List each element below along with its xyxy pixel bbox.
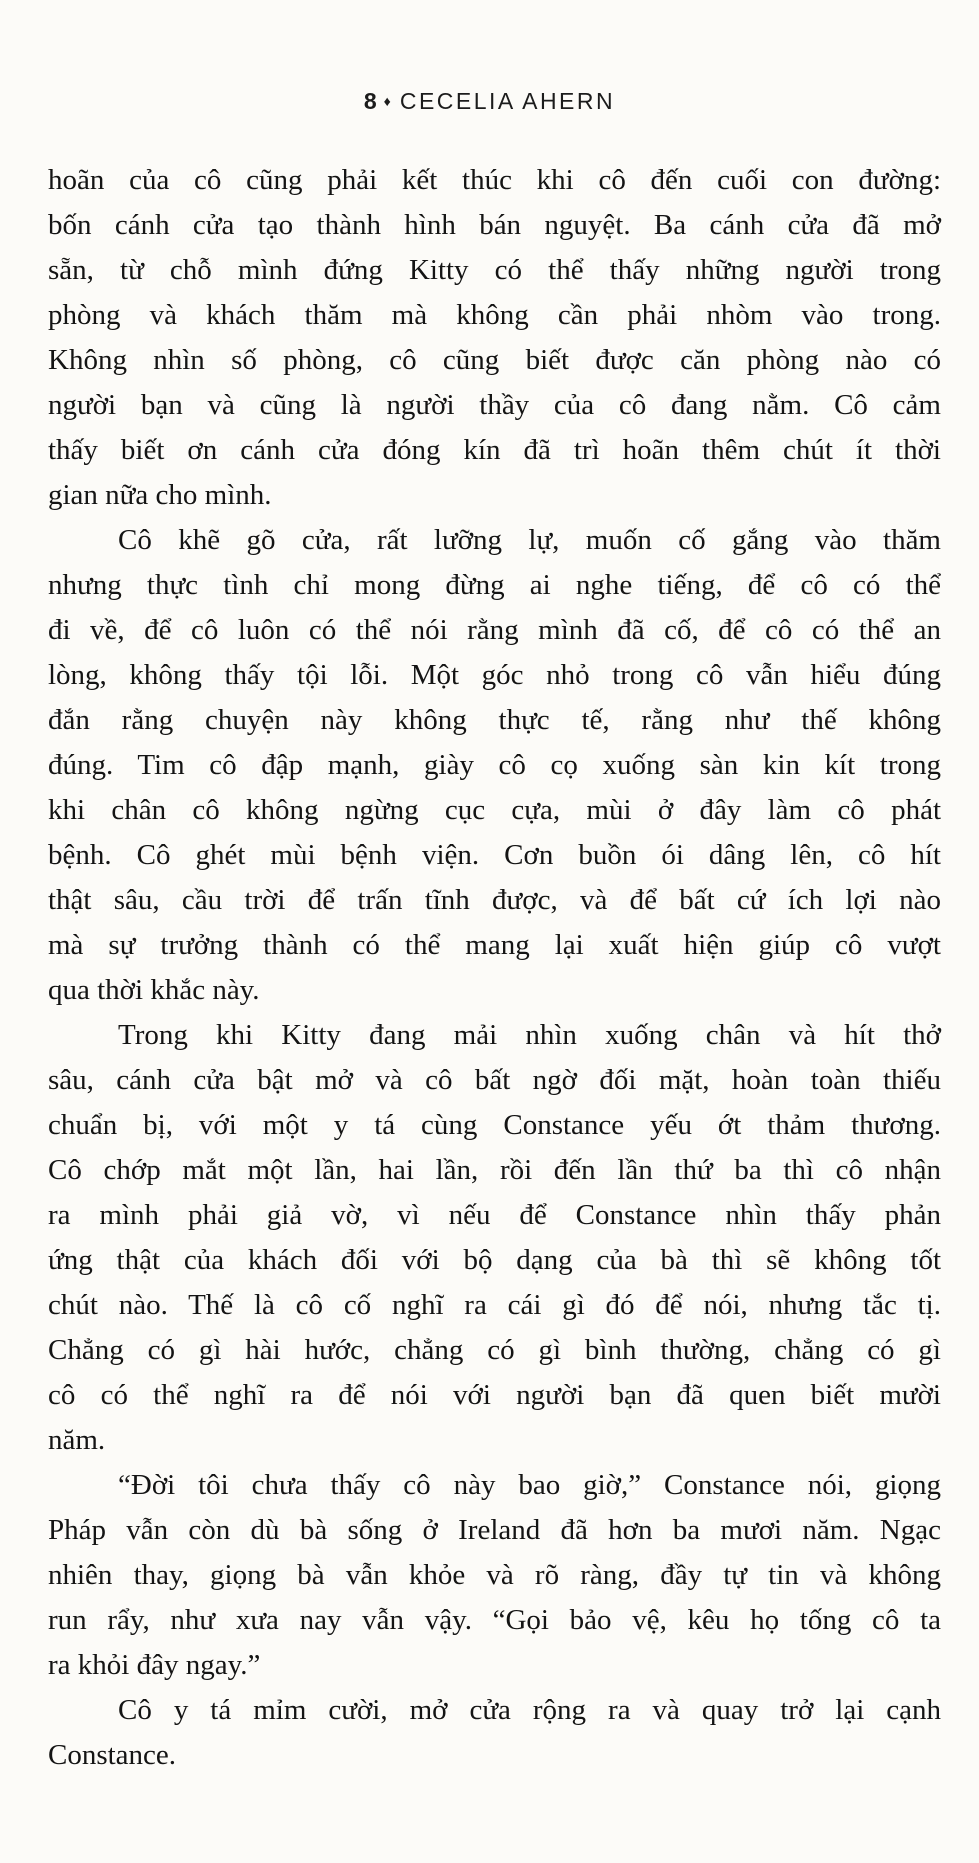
text-line: khi chân cô không ngừng cục cựa, mùi ở đây làm cô phát xyxy=(48,794,941,826)
text-line: ra mình phải giả vờ, vì nếu để Constance nhìn thấy phản xyxy=(48,1199,941,1231)
text-line: qua thời khắc này. xyxy=(48,974,260,1006)
text-line: Chẳng có gì hài hước, chẳng có gì bình thường, chẳng có gì xyxy=(48,1334,941,1366)
text-line: đi về, để cô luôn có thể nói rằng mình đã cố, để cô có thể an xyxy=(48,614,941,646)
text-line: Không nhìn số phòng, cô cũng biết được căn phòng nào có xyxy=(48,344,941,376)
paragraph xyxy=(48,1688,941,1778)
text-line: ứng thật của khách đối với bộ dạng của bà thì sẽ không tốt xyxy=(48,1244,941,1276)
text-line: sẵn, từ chỗ mình đứng Kitty có thể thấy những người trong xyxy=(48,254,941,286)
text-line: đắn rằng chuyện này không thực tế, rằng như thế không xyxy=(48,704,941,736)
text-line: Constance. xyxy=(48,1739,177,1771)
text-line: gian nữa cho mình. xyxy=(48,479,272,511)
paragraph xyxy=(48,518,941,1013)
text-line: Trong khi Kitty đang mải nhìn xuống chân và hít thở xyxy=(118,1019,941,1051)
text-line: run rẩy, như xưa nay vẫn vậy. “Gọi bảo vệ, kêu họ tống cô ta xyxy=(48,1604,941,1636)
paragraph xyxy=(48,1463,941,1688)
text-line: đúng. Tim cô đập mạnh, giày cô cọ xuống sàn kin kít trong xyxy=(48,749,941,781)
text-line: thật sâu, cầu trời để trấn tĩnh được, và để bất cứ ích lợi nào xyxy=(48,884,941,916)
text-line: thấy biết ơn cánh cửa đóng kín đã trì hoãn thêm chút ít thời xyxy=(48,434,941,466)
text-line: Cô chớp mắt một lần, hai lần, rồi đến lần thứ ba thì cô nhận xyxy=(48,1154,941,1186)
text-line: ra khỏi đây ngay.” xyxy=(48,1649,261,1681)
text-line: lòng, không thấy tội lỗi. Một góc nhỏ trong cô vẫn hiểu đúng xyxy=(48,659,941,691)
running-head-author: CECELIA AHERN xyxy=(399,88,616,114)
text-line: phòng và khách thăm mà không cần phải nhòm vào trong. xyxy=(48,299,941,331)
text-line: nhưng thực tình chỉ mong đừng ai nghe tiếng, để cô có thể xyxy=(48,569,941,601)
text-line: “Đời tôi chưa thấy cô này bao giờ,” Constance nói, giọng xyxy=(118,1469,941,1501)
text-line: người bạn và cũng là người thầy của cô đang nằm. Cô cảm xyxy=(48,389,941,421)
text-line: Pháp vẫn còn dù bà sống ở Ireland đã hơn ba mươi năm. Ngạc xyxy=(48,1514,941,1546)
text-line: cô có thể nghĩ ra để nói với người bạn đã quen biết mười xyxy=(48,1379,941,1411)
header-separator-icon: ♦ xyxy=(383,93,391,109)
page-number: 8 xyxy=(363,88,377,114)
text-line: Cô y tá mỉm cười, mở cửa rộng ra và quay trở lại cạnh xyxy=(118,1694,941,1726)
text-line: Cô khẽ gõ cửa, rất lưỡng lự, muốn cố gắng vào thăm xyxy=(118,524,941,556)
paragraph xyxy=(48,1013,941,1463)
text-line: chuẩn bị, với một y tá cùng Constance yếu ớt thảm thương. xyxy=(48,1109,941,1141)
text-line: bệnh. Cô ghét mùi bệnh viện. Cơn buồn ói dâng lên, cô hít xyxy=(48,839,941,871)
text-line: năm. xyxy=(48,1424,106,1456)
text-line: hoãn của cô cũng phải kết thúc khi cô đến cuối con đường: xyxy=(48,164,941,196)
page-header xyxy=(0,88,979,115)
text-line: chút nào. Thế là cô cố nghĩ ra cái gì đó để nói, nhưng tắc tị. xyxy=(48,1289,941,1321)
page-body xyxy=(48,158,941,1778)
text-line: bốn cánh cửa tạo thành hình bán nguyệt. Ba cánh cửa đã mở xyxy=(48,209,941,241)
text-line: mà sự trưởng thành có thể mang lại xuất hiện giúp cô vượt xyxy=(48,929,941,961)
text-line: sâu, cánh cửa bật mở và cô bất ngờ đối mặt, hoàn toàn thiếu xyxy=(48,1064,941,1096)
paragraph xyxy=(48,158,941,518)
text-line: nhiên thay, giọng bà vẫn khỏe và rõ ràng, đầy tự tin và không xyxy=(48,1559,941,1591)
